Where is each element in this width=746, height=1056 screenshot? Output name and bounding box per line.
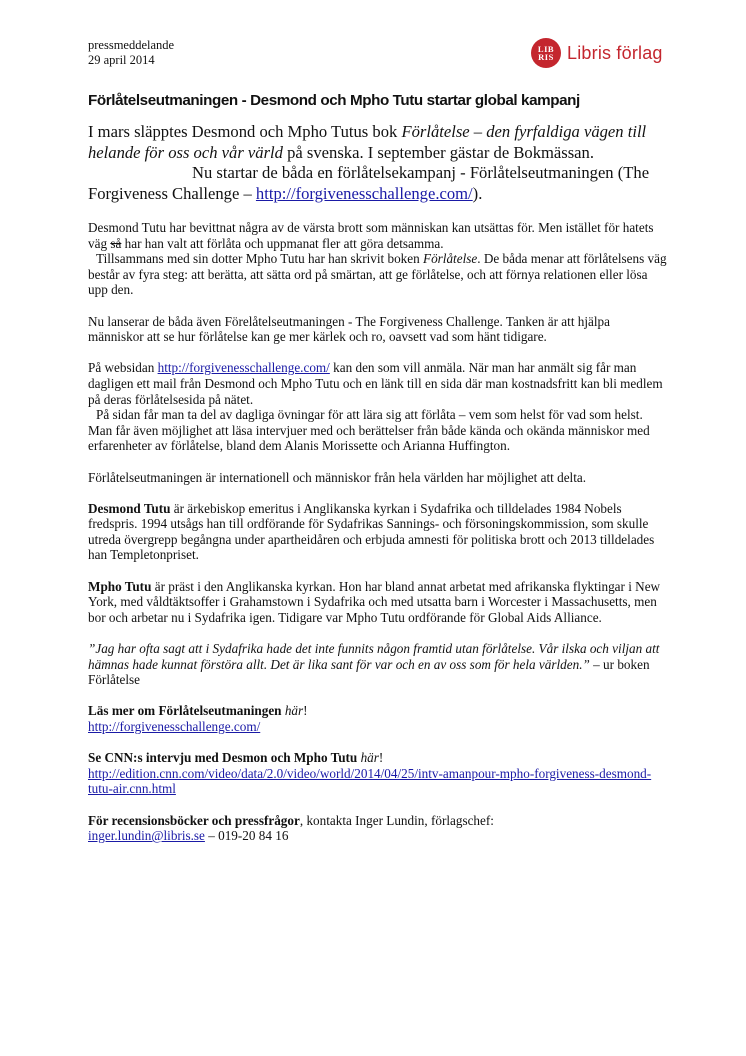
logo-text: Libris förlag: [567, 42, 663, 63]
paragraph-1: [88, 220, 668, 251]
website-link[interactable]: http://forgivenesschallenge.com/: [157, 360, 330, 376]
read-more-section: [88, 703, 668, 734]
contact-email-link[interactable]: inger.lundin@libris.se: [88, 828, 205, 844]
body-text-run: är ärkebiskop emeritus i Anglikanska kyrkan i Sydafrika och tilldelades 1984 Nobels fredspris. 1994 utsågs han till ordförande för Sydafrikas Sannings- och försoningskommission, som skulle utreda övergrepp begångna under apartheidåren och erbjuda amnesti för politiska brott och 2013 tilldelades han Templetonpriset.: [88, 500, 655, 563]
cnn-section: [88, 750, 668, 797]
cnn-heading: Se CNN:s intervju med Desmon och Mpho Tutu: [88, 750, 361, 766]
book-title: Förlåtelse: [423, 251, 478, 267]
contact-phone: – 019-20 84 16: [204, 828, 289, 844]
contact-section: [88, 813, 668, 844]
body-text-run: . De båda menar att förlåtelsens väg består av fyra steg: att berätta, att sätta ord på smärtan, att ge förlåtelse, och att förnya relationen eller lösa upp den.: [88, 251, 667, 298]
cnn-here: här: [360, 750, 379, 766]
body-text-run: har han valt att förlåta och uppmanat fler att göra detsamma.: [121, 235, 444, 251]
paragraph-4: [88, 360, 668, 407]
body-text-run: Desmond Tutu har bevittnat några av de värsta brott som människan kan utsättas för. Men istället för hatets väg: [88, 220, 654, 251]
paragraph-2: [88, 251, 668, 298]
body-text-run: På websidan: [88, 360, 158, 376]
lead-text: på svenska. I september gästar de Bokmässan.: [282, 142, 594, 162]
paragraph-6: Förlåtelseutmaningen är internationell och människor från hela världen har möjlighet att delta.: [88, 469, 587, 485]
quote-paragraph: [88, 641, 668, 688]
mpho-tutu-name: Mpho Tutu: [88, 578, 152, 594]
body-text-run: är präst i den Anglikanska kyrkan. Hon har bland annat arbetat med afrikanska flyktingar i New York, med våldtäktsoffer i Grahamstown i Sydafrika och med utsatta barn i Worcester i Massachusetts, men bor och arbetar nu i Sydafrika igen. Tidigare var Mpho Tutu ordförande för Global Aids Alliance.: [88, 578, 661, 625]
header-meta: [88, 38, 174, 68]
paragraph-5: På sidan får man ta del av dagliga övningar för att lära sig att förlåta – vem som helst för vad som helst. Man får även möjlighet att läsa intervjuer med och berättelser från både kända och okända människor med erfarenheter av förlåtelse, bland dem Alanis Morissette och Arianna Huffington.: [88, 407, 650, 454]
paragraph-mpho-tutu: [88, 579, 668, 626]
cnn-interview-link[interactable]: http://edition.cnn.com/video/data/2.0/video/world/2014/04/25/intv-amanpour-mpho-forgiveness-desmond-tutu-air.cnn.html: [88, 765, 652, 797]
libris-logo-mark: [531, 38, 561, 68]
document-type: pressmeddelande: [88, 38, 175, 52]
body-text-run: kan den som vill anmäla. När man har anmält sig får man dagligen ett mail från Desmond och Mpho Tutu och en länk till en sida där man kostnadsfritt kan bli medlem på deras förlåtelsesida på nätet.: [88, 360, 663, 407]
logo-mark-bottom: RIS: [538, 52, 554, 62]
page-title: Förlåtelseutmaningen - Desmond och Mpho Tutu startar global kampanj: [88, 92, 580, 109]
forgiveness-challenge-link[interactable]: http://forgivenesschallenge.com/: [255, 183, 473, 203]
body-text: [88, 220, 668, 859]
read-more-here: här: [284, 703, 304, 719]
contact-heading: För recensionsböcker och pressfrågor: [88, 812, 300, 828]
libris-logo: [531, 38, 663, 68]
lead-paragraph: [88, 122, 688, 204]
paragraph-3: Nu lanserar de båda även Förelåtelseutmaningen - The Forgiveness Challenge. Tanken är att hjälpa människor att se hur förlåtelse kan ge mer kärlek och ro, oavsett vad som hänt tidigare.: [88, 313, 611, 345]
lead-sentence-2: [88, 163, 688, 204]
quote-source: – ur boken Förlåtelse: [88, 656, 650, 688]
lead-text: Nu startar de båda en förlåtelsekampanj - Förlåtelseutmaningen (The Forgiveness Challenge –: [88, 163, 650, 203]
paragraph-desmond-tutu: [88, 501, 668, 563]
lead-text: I mars släpptes Desmond och Mpho Tutus bok: [88, 122, 402, 141]
read-more-heading: Läs mer om Förlåtelseutmaningen: [88, 703, 285, 719]
lead-sentence-1: [88, 122, 688, 163]
book-title: Förlåtelse – den fyrfaldiga vägen till helande för oss och vår värld: [88, 122, 647, 162]
logo-mark-top: LIB: [537, 44, 555, 54]
body-text-run: Tillsammans med sin dotter Mpho Tutu har han skrivit boken: [96, 251, 424, 267]
contact-text: , kontakta Inger Lundin, förlagschef:: [299, 812, 494, 828]
lead-text: ).: [472, 183, 483, 203]
read-more-link[interactable]: http://forgivenesschallenge.com/: [88, 719, 261, 734]
cnn-end: !: [378, 750, 384, 766]
read-more-end: !: [303, 703, 308, 719]
quote-text: ”Jag har ofta sagt att i Sydafrika hade det inte funnits någon framtid utan förlåtelse. Vår ilska och viljan att hämnas hade kunnat förstöra allt. Det är lika sant för var och en av oss som för hela världen.”: [88, 641, 660, 672]
struck-word: så: [110, 235, 122, 251]
desmond-tutu-name: Desmond Tutu: [88, 500, 171, 516]
release-date: 29 april 2014: [88, 53, 155, 67]
